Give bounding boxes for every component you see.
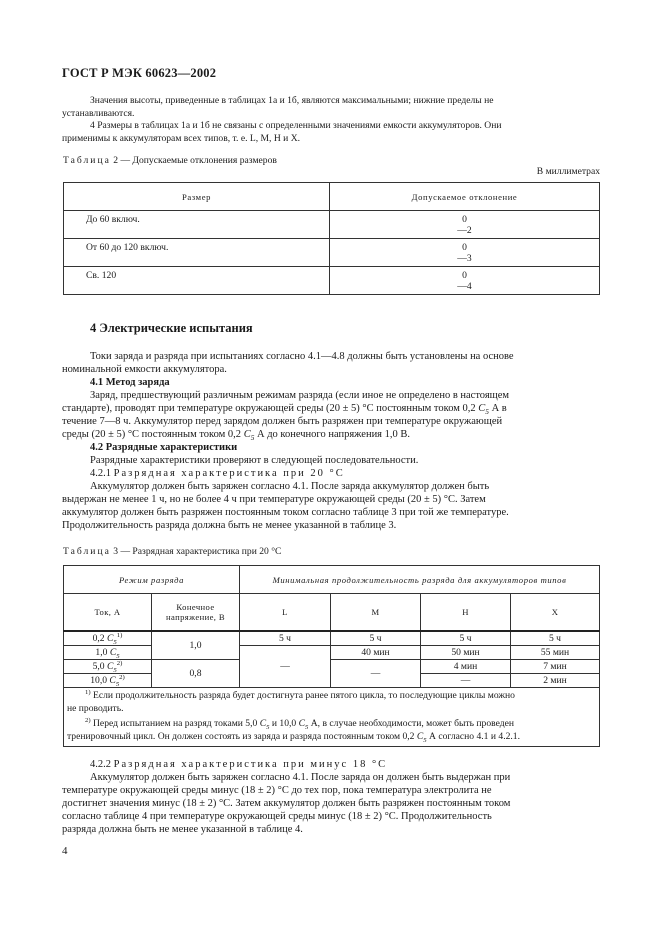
type-x-cell: 55 мин: [511, 646, 600, 660]
note-3-line-2: устанавливаются.: [62, 107, 135, 119]
s421-number: 4.2.1: [90, 468, 111, 479]
s41-line-4: [62, 428, 600, 441]
type-h-cell: 5 ч: [421, 631, 511, 646]
s41-line-1: Заряд, предшествующий различным режимам разряда (если иное не определено в настоящем: [90, 390, 510, 401]
table-row: [64, 239, 600, 267]
table-3: [63, 565, 600, 747]
type-h-cell: 4 мин: [421, 660, 511, 674]
table-2-header-tolerance: Допускаемое отклонение: [330, 183, 600, 211]
section-4-2-2-title: [62, 758, 600, 771]
table-row: [64, 267, 600, 295]
tolerance-lower: —2: [457, 225, 472, 236]
current-cell: 0,2 $C_5^{1)}$: [64, 631, 152, 646]
table-row: [64, 660, 600, 674]
s422-line-3: достигнет значения минус (18 ± 2) °С. Затем аккумулятор должен быть разряжен постоянным током: [62, 798, 511, 809]
c5-symbol: $C_5$: [243, 429, 255, 443]
note-3-line-1: Значения высоты, приведенные в таблицах 1а и 1б, являются максимальными; нижние пределы не: [90, 95, 494, 106]
table-2-tolerance-cell: [330, 267, 600, 295]
note-4-line-1: 4 Размеры в таблицах 1а и 1б не связаны с определенными значениями емкости аккумуляторов. Они: [90, 120, 502, 131]
table-3-header-mode: Режим разряда: [64, 566, 240, 594]
footnote-1: $^{1)}$ Если продолжительность разряда будет достигнута ранее пятого цикла, то последующие циклы можно: [85, 688, 515, 701]
table-2: [63, 182, 600, 295]
table-3-header-type-h: H: [421, 594, 511, 632]
type-x-cell: 5 ч: [511, 631, 600, 646]
type-x-cell: 2 мин: [511, 674, 600, 688]
type-m-dash-cell: —: [331, 660, 421, 688]
s422-line-4: согласно таблице 4 при температуре окружающей среды минус (18 ± 2) °С. Продолжительность: [62, 811, 492, 822]
tolerance-upper: 0: [462, 242, 467, 253]
tolerance-upper: 0: [462, 214, 467, 225]
section-4-2-1-title: [62, 467, 600, 480]
type-h-cell: —: [421, 674, 511, 688]
s422-line-5: разряда должна быть не менее указанной в таблице 4.: [62, 824, 303, 835]
s421-title-text: Разрядная характеристика при 20 °С: [113, 468, 345, 479]
table-row: [64, 211, 600, 239]
voltage-cell: 0,8: [152, 660, 240, 688]
s41-line-2: [62, 402, 600, 415]
table-2-units: В миллиметрах: [536, 166, 600, 177]
table-3-header-type-m: M: [331, 594, 421, 632]
note-3: [62, 95, 600, 120]
tolerance-lower: —4: [457, 281, 472, 292]
table-2-tolerance-cell: [330, 211, 600, 239]
section-4-1-title: 4.1 Метод заряда: [90, 377, 170, 388]
type-x-cell: 7 мин: [511, 660, 600, 674]
s422-number: 4.2.2: [90, 759, 111, 770]
table-row: [64, 631, 600, 646]
voltage-cell: 1,0: [152, 631, 240, 660]
table-2-caption-text: 2 — Допускаемые отклонения размеров: [110, 155, 277, 166]
footnote-2-cont: тренировочный цикл. Он должен состоять из заряда и разряда постоянным током 0,2 $C_5$ А согласно 4.1 и 4.2.1.: [67, 730, 520, 744]
s422-title-text: Разрядная характеристика при минус 18 °С: [113, 759, 388, 770]
s41-line-2a: стандарте), проводят при температуре окружающей среды (20 ± 5) °С постоянным током 0,2: [62, 403, 479, 414]
table-2-size-cell: До 60 включ.: [64, 211, 330, 239]
type-l-dash-cell: —: [240, 646, 331, 688]
type-l-cell: 5 ч: [240, 631, 331, 646]
current-cell: 5,0 $C_5^{2)}$: [64, 660, 152, 674]
s421-line-3: аккумулятор должен быть разряжен постоянным током согласно таблице 3 при той же температуре.: [62, 507, 509, 518]
section-4-body: [62, 350, 600, 532]
table-2-tolerance-cell: [330, 239, 600, 267]
intro-line-1: Токи заряда и разряда при испытаниях согласно 4.1—4.8 должны быть установлены на основе: [90, 351, 514, 362]
tolerance-upper: 0: [462, 270, 467, 281]
table-3-caption: [63, 546, 281, 559]
footnote-1-cont: не проводить.: [67, 702, 124, 714]
table-3-caption-text: 3 — Разрядная характеристика при 20 °С: [110, 546, 282, 557]
type-m-cell: 40 мин: [331, 646, 421, 660]
s41-line-4a: среды (20 ± 5) °С постоянным током 0,2: [62, 429, 244, 440]
table-2-header-size: Размер: [64, 183, 330, 211]
current-cell: 1,0 $C_5$: [64, 646, 152, 660]
s422-line-1: Аккумулятор должен быть заряжен согласно 4.1. После заряда он должен быть выдержан при: [90, 772, 511, 783]
intro-line-2: номинальной емкости аккумулятора.: [62, 364, 227, 375]
s41-line-4b: А до конечного напряжения 1,0 В.: [254, 429, 411, 440]
table-3-caption-prefix: Таблица: [63, 546, 111, 557]
table-2-size-cell: Св. 120: [64, 267, 330, 295]
table-3-header-current: Ток, А: [64, 594, 152, 632]
table-3-header-type-x: X: [511, 594, 600, 632]
current-cell: 10,0 $C_5^{2)}$: [64, 674, 152, 688]
tolerance-lower: —3: [457, 253, 472, 264]
section-4-title: 4 Электрические испытания: [90, 321, 253, 335]
table-3-header-min-duration: Минимальная продолжительность разряда для аккумуляторов типов: [240, 566, 600, 594]
table-3-header-voltage: Конечное напряжение, В: [152, 594, 240, 632]
table-2-size-cell: От 60 до 120 включ.: [64, 239, 330, 267]
s41-line-2b: А в: [488, 403, 507, 414]
s422-line-2: температуре окружающей среды минус (18 ± 2) °С до тех пор, пока температура электролита не: [62, 785, 492, 796]
s421-line-2: выдержан не менее 1 ч, но не более 4 ч при температуре окружающей среды (20 ± 5) °С. Затем: [62, 494, 486, 505]
document-header: ГОСТ Р МЭК 60623—2002: [62, 66, 217, 80]
type-h-cell: 50 мин: [421, 646, 511, 660]
table-3-footnotes: [64, 688, 600, 747]
note-4-line-2: применимы к аккумуляторам всех типов, т. е. L, M, H и X.: [62, 132, 301, 144]
table-2-caption: [63, 155, 277, 168]
section-4-2-2: [62, 758, 600, 836]
table-row: [64, 646, 600, 660]
s421-line-1: Аккумулятор должен быть заряжен согласно 4.1. После заряда аккумулятор должен быть: [90, 481, 490, 492]
type-m-cell: 5 ч: [331, 631, 421, 646]
s42-line-1: Разрядные характеристики проверяют в следующей последовательности.: [90, 455, 419, 466]
table-3-header-type-l: L: [240, 594, 331, 632]
footnote-2: $^{2)}$ Перед испытанием на разряд токами 5,0 $C_5$ и 10,0 $C_5$ А, в случае необходимости, может быть проведен: [85, 716, 515, 731]
table-2-caption-prefix: Таблица: [63, 155, 111, 166]
page-number: 4: [62, 845, 68, 857]
s421-line-4: Продолжительность разряда должна быть не менее указанной в таблице 3.: [62, 520, 397, 531]
note-4: [62, 120, 600, 145]
c5-symbol: $C_5$: [478, 403, 489, 417]
section-4-2-title: 4.2 Разрядные характеристики: [90, 442, 238, 453]
s41-line-3: течение 7—8 ч. Аккумулятор перед зарядом должен быть разряжен при температуре окружающей: [62, 416, 503, 427]
